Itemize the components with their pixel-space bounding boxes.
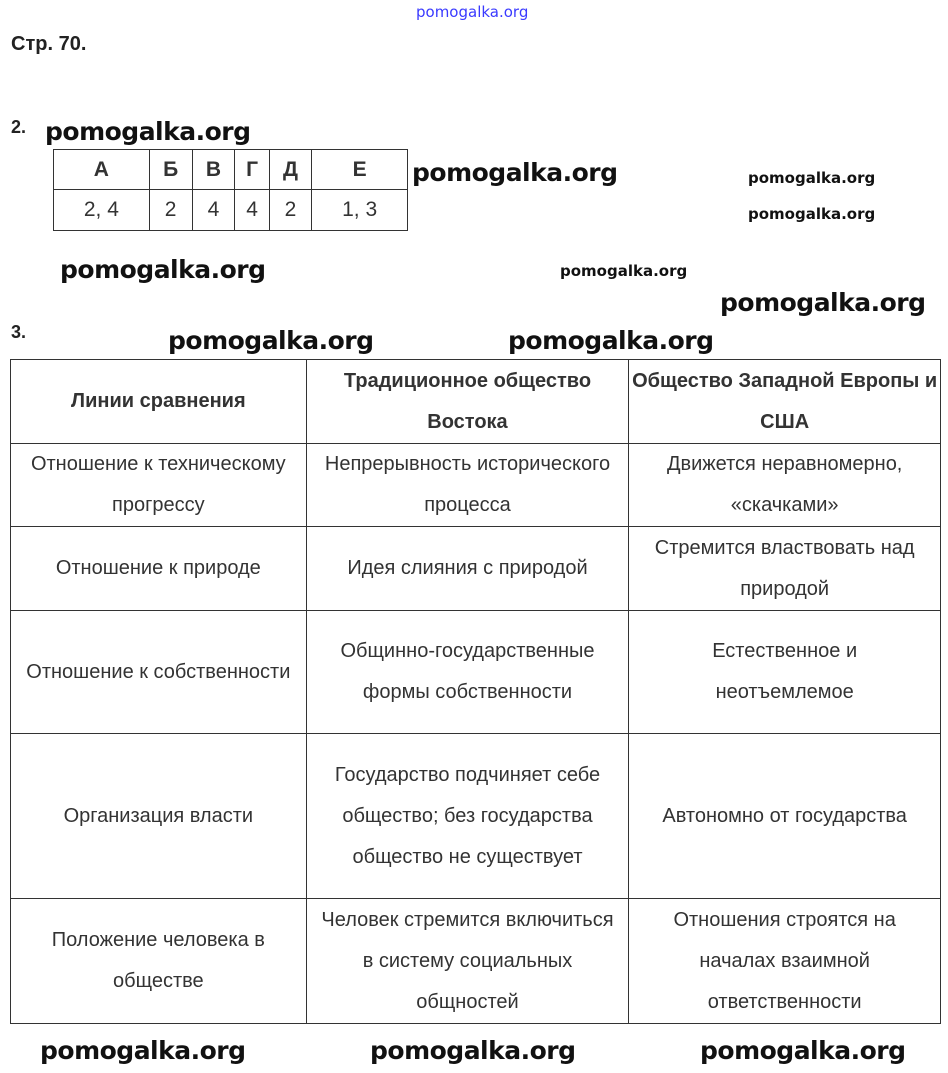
task-2-number: 2. <box>11 117 27 137</box>
watermark: pomogalka.org <box>370 1036 576 1065</box>
watermark: pomogalka.org <box>60 255 266 284</box>
table-cell: Непрерывность исторического процесса <box>306 444 629 527</box>
table-header-cell: Д <box>269 150 311 190</box>
table-cell: Отношение к природе <box>11 527 307 611</box>
table-header-cell: Е <box>312 150 408 190</box>
watermark: pomogalka.org <box>560 262 688 280</box>
table-cell: Автономно от государства <box>629 734 941 899</box>
table-cell: Отношения строятся на началах взаимной ответственности <box>629 899 941 1024</box>
table-cell: Человек стремится включиться в систему социальных общностей <box>306 899 629 1024</box>
table-cell: Стремится властвовать над природой <box>629 527 941 611</box>
table-cell: Отношение к собственности <box>11 611 307 734</box>
table-cell: Организация власти <box>11 734 307 899</box>
table-cell: Отношение к техническому прогрессу <box>11 444 307 527</box>
table-row <box>11 734 941 899</box>
table-header-cell: В <box>192 150 235 190</box>
watermark: pomogalka.org <box>40 1036 246 1065</box>
table-cell: Идея слияния с природой <box>306 527 629 611</box>
table-row <box>11 899 941 1024</box>
table-cell: Положение человека в обществе <box>11 899 307 1024</box>
table-row <box>11 611 941 734</box>
table-cell: Движется неравномерно, «скачками» <box>629 444 941 527</box>
watermark: pomogalka.org <box>748 205 876 223</box>
watermark: pomogalka.org <box>748 169 876 187</box>
task-3-number: 3. <box>11 322 27 342</box>
watermark: pomogalka.org <box>508 326 714 355</box>
table-cell: 2 <box>269 190 311 231</box>
answer-table-2 <box>53 149 408 231</box>
table-header-cell: Г <box>235 150 269 190</box>
watermark: pomogalka.org <box>168 326 374 355</box>
table-cell: 2, 4 <box>54 190 150 231</box>
table-row <box>11 527 941 611</box>
table-header-cell: Б <box>149 150 192 190</box>
comparison-table-3 <box>10 359 941 1024</box>
table-cell: 1, 3 <box>312 190 408 231</box>
table-cell: Естественное и неотъемлемое <box>629 611 941 734</box>
watermark: pomogalka.org <box>700 1036 906 1065</box>
watermark: pomogalka.org <box>412 158 618 187</box>
table-header-cell: А <box>54 150 150 190</box>
table-cell: 4 <box>192 190 235 231</box>
table-cell: 2 <box>149 190 192 231</box>
table-header-cell: Общество Западной Европы и США <box>629 360 941 444</box>
table-header-cell: Линии сравнения <box>11 360 307 444</box>
watermark: pomogalka.org <box>416 3 529 21</box>
table-cell: Общинно-государственные формы собственности <box>306 611 629 734</box>
table-cell: Государство подчиняет себе общество; без государства общество не существует <box>306 734 629 899</box>
watermark: pomogalka.org <box>45 117 251 146</box>
table-cell: 4 <box>235 190 269 231</box>
watermark: pomogalka.org <box>720 288 926 317</box>
page-label: Стр. 70. <box>11 33 87 55</box>
table-row <box>11 444 941 527</box>
table-header-cell: Традиционное общество Востока <box>306 360 629 444</box>
